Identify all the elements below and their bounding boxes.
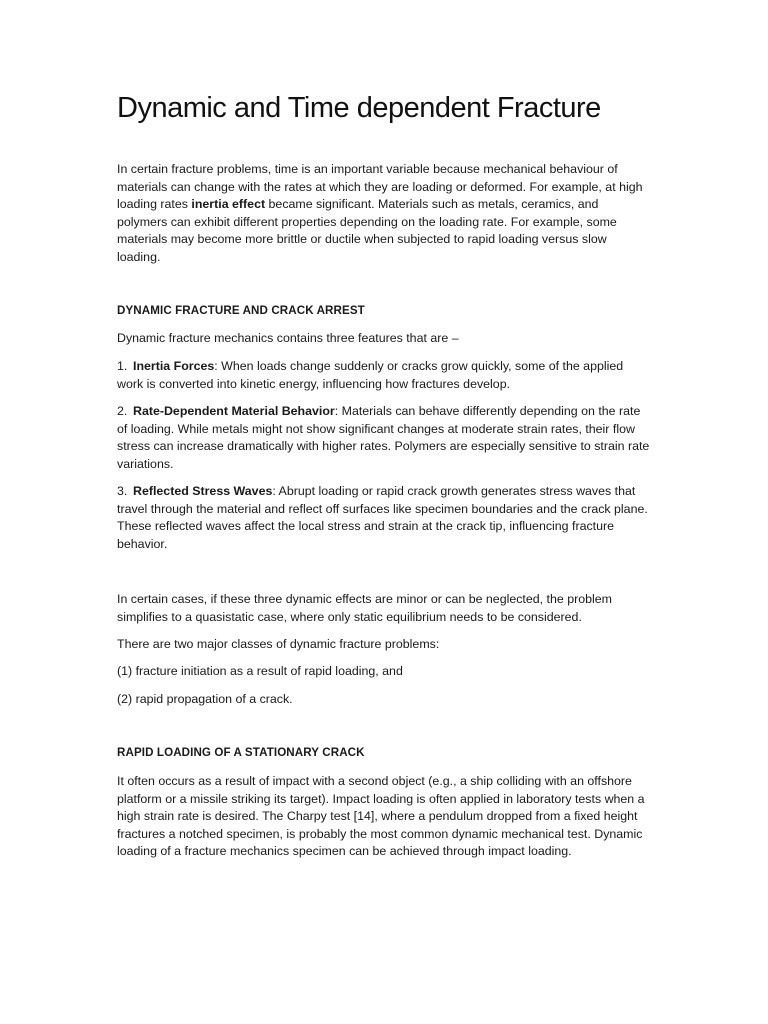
- list-number: 2.: [117, 404, 128, 418]
- intro-text-1: In certain fracture problems, time is an important variable because mechanical behaviour of materials can change with the rates at which they are loading or deformed. For example, at high loading rates: [117, 162, 643, 212]
- list-item-bold: Inertia Forces: [133, 359, 215, 373]
- section-heading-rapid-loading: RAPID LOADING OF A STATIONARY CRACK: [117, 746, 365, 759]
- class-item-1: (1) fracture initiation as a result of rapid loading, and: [117, 664, 403, 678]
- list-item-rate-dependent: [117, 403, 652, 473]
- list-item-reflected-stress-waves: [117, 483, 652, 553]
- intro-bold-term: inertia effect: [191, 197, 266, 212]
- list-item-text: : When loads change suddenly or cracks grow quickly, some of the applied work is converted into kinetic energy, influencing how fractures develop.: [117, 359, 624, 391]
- list-number: 3.: [117, 484, 128, 498]
- class-item-2: (2) rapid propagation of a crack.: [117, 692, 293, 706]
- list-item-text: : Materials can behave differently depending on the rate of loading. While metals might not show significant changes at moderate strain rates, their flow stress can increase dramatically with higher rates. Polymers are especially sensitive to strain rate variations.: [117, 404, 650, 471]
- list-item-bold: Reflected Stress Waves: [133, 484, 273, 498]
- intro-text-2: became significant. Materials such as metals, ceramics, and polymers can exhibit different properties depending on the loading rate. For example, some materials may become more brittle or ductile when subjected to rapid loading versus slow loading.: [117, 197, 617, 264]
- intro-paragraph: [117, 161, 652, 267]
- page-title: Dynamic and Time dependent Fracture: [117, 92, 601, 124]
- list-number: 1.: [117, 359, 128, 373]
- list-item-text: : Abrupt loading or rapid crack growth generates stress waves that travel through the material and reflect off surfaces like specimen boundaries and the crack plane. These reflected waves affect the local stress and strain at the crack tip, influencing fracture behavior.: [117, 484, 648, 551]
- section-heading-dynamic-fracture: DYNAMIC FRACTURE AND CRACK ARREST: [117, 304, 365, 317]
- list-item-inertia-forces: [117, 358, 652, 393]
- quasistatic-paragraph: In certain cases, if these three dynamic effects are minor or can be neglected, the problem simplifies to a quasistatic case, where only static equilibrium needs to be considered.: [117, 592, 612, 624]
- classes-lead: There are two major classes of dynamic fracture problems:: [117, 637, 440, 651]
- list-item-bold: Rate-Dependent Material Behavior: [133, 404, 335, 418]
- rapid-loading-paragraph: It often occurs as a result of impact with a second object (e.g., a ship colliding with an offshore platform or a missile striking its target). Impact loading is often applied in laboratory tests when a high strain rate is desired. The Charpy test [14], where a pendulum dropped from a fixed height fractures a notched specimen, is probably the most common dynamic mechanical test. Dynamic loading of a fracture mechanics specimen can be achieved through impact loading.: [117, 774, 645, 859]
- features-lead: Dynamic fracture mechanics contains three features that are –: [117, 331, 459, 345]
